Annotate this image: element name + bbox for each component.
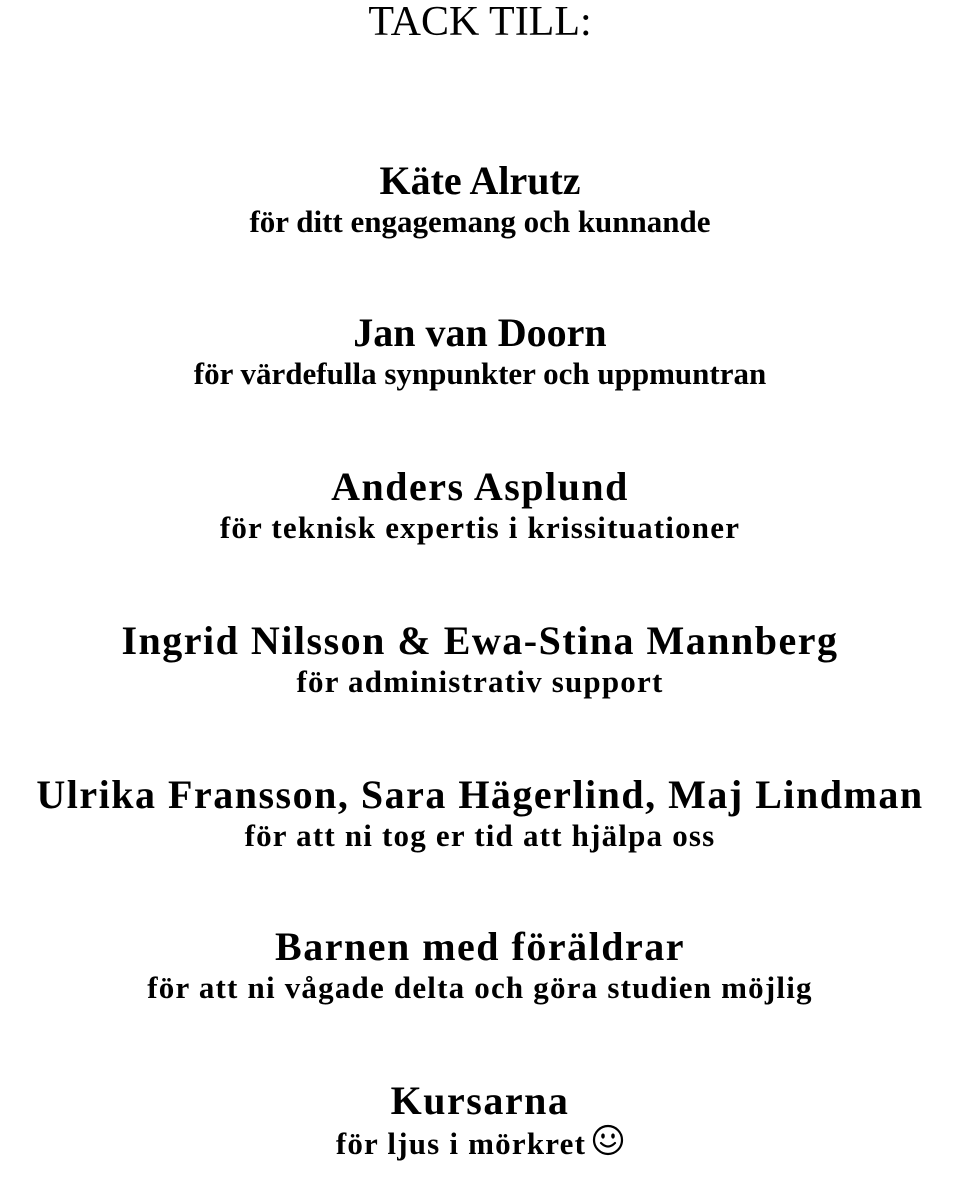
smiley-face-icon — [592, 1124, 624, 1164]
page-heading: TACK TILL: — [368, 0, 592, 45]
entry-reason: för att ni tog er tid att hjälpa oss — [244, 818, 716, 853]
entry-reason: för ditt engagemang och kunnande — [249, 204, 711, 239]
entry-name: Käte Alrutz — [379, 158, 581, 203]
acknowledgement-entry — [0, 1078, 960, 1160]
entry-reason: för teknisk expertis i krissituationer — [219, 510, 741, 545]
entry-name: Anders Asplund — [331, 464, 629, 509]
entry-name: Ingrid Nilsson & Ewa-Stina Mannberg — [121, 618, 839, 663]
acknowledgement-entry — [0, 924, 960, 1006]
acknowledgement-entry — [0, 772, 960, 854]
entry-reason: för administrativ support — [296, 664, 664, 699]
acknowledgement-entry — [0, 618, 960, 700]
entry-name: Barnen med föräldrar — [275, 924, 685, 969]
entry-reason: för att ni vågade delta och göra studien möjlig — [147, 970, 813, 1005]
entry-reason: för värdefulla synpunkter och uppmuntran — [193, 356, 767, 391]
entry-reason — [0, 1124, 960, 1160]
entry-name: Ulrika Fransson, Sara Hägerlind, Maj Lindman — [36, 772, 924, 817]
acknowledgement-entry — [0, 158, 960, 240]
entry-reason-text: för ljus i mörkret — [335, 1126, 587, 1161]
acknowledgement-entry — [0, 464, 960, 546]
entry-name: Kursarna — [390, 1078, 570, 1123]
acknowledgement-entry — [0, 310, 960, 392]
entry-name: Jan van Doorn — [353, 310, 607, 355]
